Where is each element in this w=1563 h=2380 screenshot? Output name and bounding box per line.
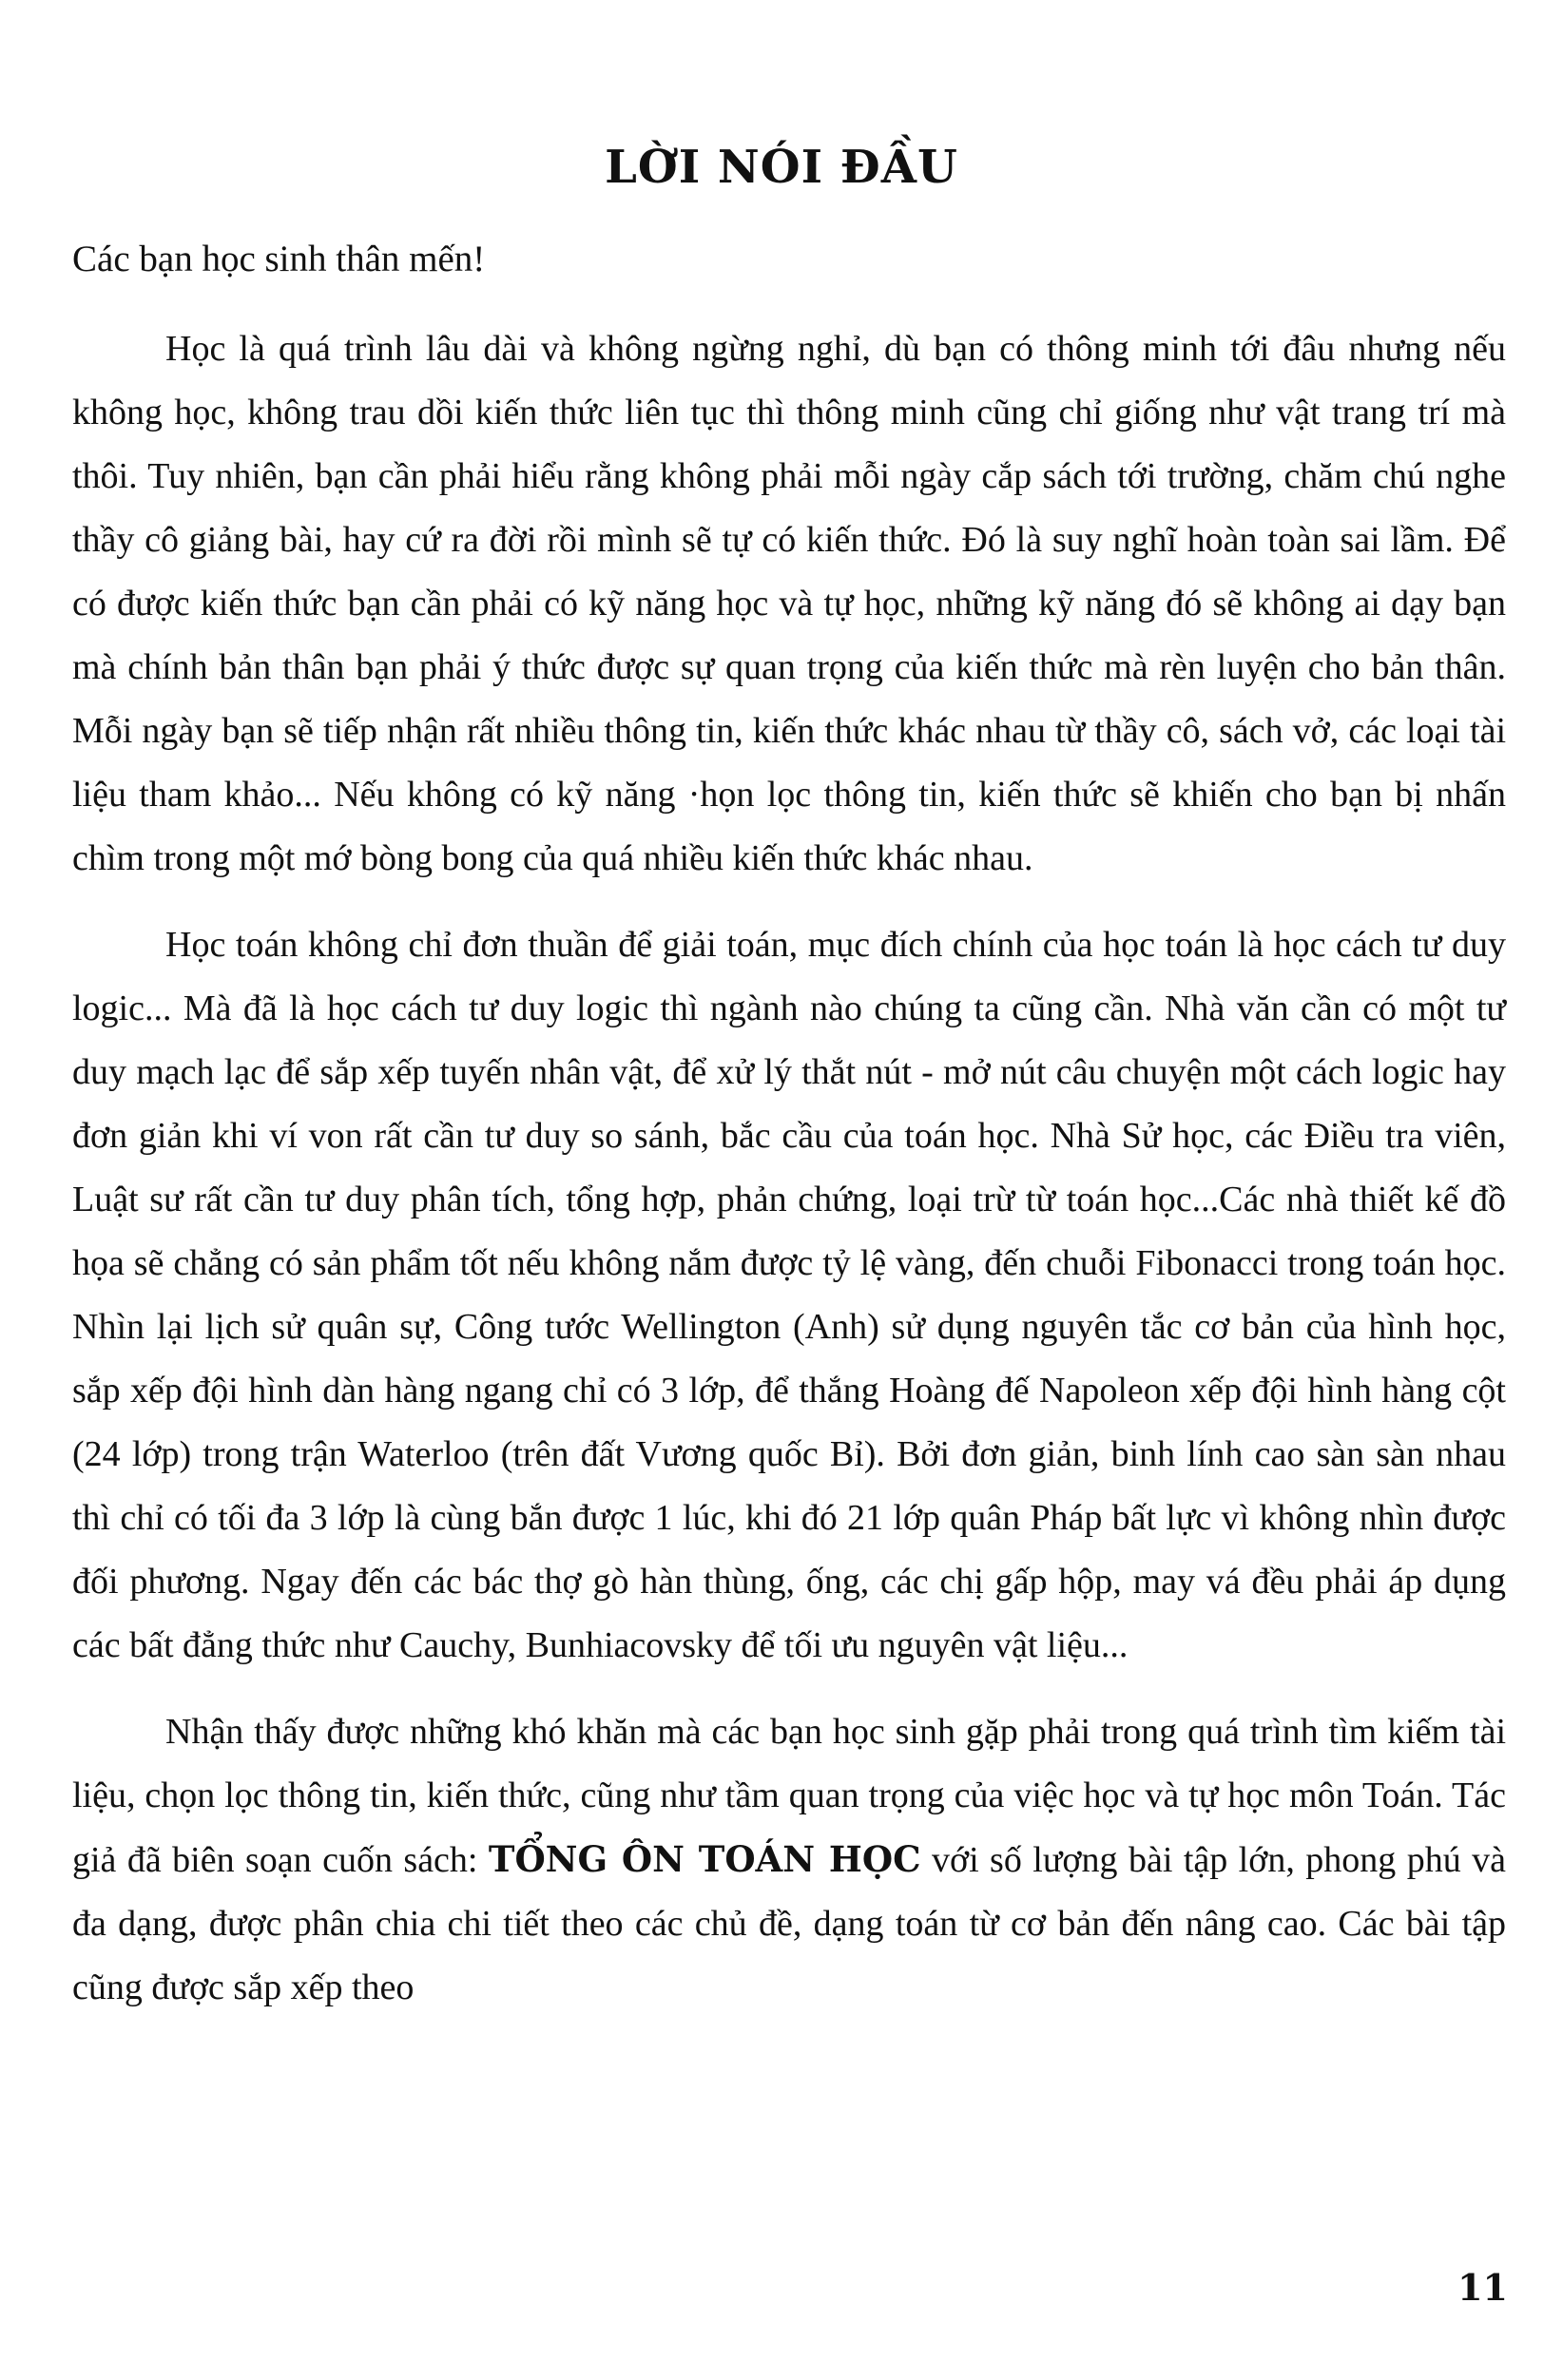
page-title: LỜI NÓI ĐẦU (605, 141, 958, 194)
paragraph-3-end: với số lượng bài tập lớn, phong phú và đa dạng, được phân chia chi tiết theo các chủ đề, dạng toán từ cơ bản đến nâng cao. Các bài tập cũng được sắp xếp theo (72, 1840, 1506, 2007)
book-title: TỔNG ÔN TOÁN HỌC (488, 1838, 921, 1880)
greeting: Các bạn học sinh thân mến! (72, 239, 486, 279)
paragraph-3-start: Nhận thấy được những khó khăn mà các bạn học sinh gặp phải trong quá trình tìm kiếm tài liệu, chọn lọc thông tin, kiến thức, cũng như tầm quan trọng của việc học và tự học môn Toán. Tác giả đã biên soạn cuốn sách: (72, 1712, 1506, 1880)
body-text (72, 317, 1506, 2020)
page-number: 11 (1457, 2266, 1508, 2309)
paragraph-1: Học là quá trình lâu dài và không ngừng nghỉ, dù bạn có thông minh tới đâu nhưng nếu không học, không trau dồi kiến thức liên tục thì thông minh cũng chỉ giống như vật trang trí mà thôi. Tuy nhiên, bạn cần phải hiểu rằng không phải mỗi ngày cắp sách tới trường, chăm chú nghe thầy cô giảng bài, hay cứ ra đời rồi mình sẽ tự có kiến thức. Đó là suy nghĩ hoàn toàn sai lầm. Để có được kiến thức bạn cần phải có kỹ năng học và tự học, những kỹ năng đó sẽ không ai dạy bạn mà chính bản thân bạn phải ý thức được sự quan trọng của kiến thức mà rèn luyện cho bản thân. Mỗi ngày bạn sẽ tiếp nhận rất nhiều thông tin, kiến thức khác nhau từ thầy cô, sách vở, các loại tài liệu tham khảo... Nếu không có kỹ năng ·họn lọc thông tin, kiến thức sẽ khiến cho bạn bị nhấn chìm trong một mớ bòng bong của quá nhiều kiến thức khác nhau. (72, 329, 1506, 878)
paragraph-2: Học toán không chỉ đơn thuần để giải toán, mục đích chính của học toán là học cách tư duy logic... Mà đã là học cách tư duy logic thì ngành nào chúng ta cũng cần. Nhà văn cần có một tư duy mạch lạc để sắp xếp tuyến nhân vật, để xử lý thắt nút - mở nút câu chuyện một cách logic hay đơn giản khi ví von rất cần tư duy so sánh, bắc cầu của toán học. Nhà Sử học, các Điều tra viên, Luật sư rất cần tư duy phân tích, tổng hợp, phản chứng, loại trừ từ toán học...Các nhà thiết kế đồ họa sẽ chẳng có sản phẩm tốt nếu không nắm được tỷ lệ vàng, đến chuỗi Fibonacci trong toán học. Nhìn lại lịch sử quân sự, Công tước Wellington (Anh) sử dụng nguyên tắc cơ bản của hình học, sắp xếp đội hình dàn hàng ngang chỉ có 3 lớp, để thắng Hoàng đế Napoleon xếp đội hình hàng cột (24 lớp) trong trận Waterloo (trên đất Vương quốc Bỉ). Bởi đơn giản, binh lính cao sàn sàn nhau thì chỉ có tối đa 3 lớp là cùng bắn được 1 lúc, khi đó 21 lớp quân Pháp bất lực vì không nhìn được đối phương. Ngay đến các bác thợ gò hàn thùng, ống, các chị gấp hộp, may vá đều phải áp dụng các bất đẳng thức như Cauchy, Bunhiacovsky để tối ưu nguyên vật liệu... (72, 925, 1506, 1665)
paragraph-3 (72, 1700, 1506, 2020)
